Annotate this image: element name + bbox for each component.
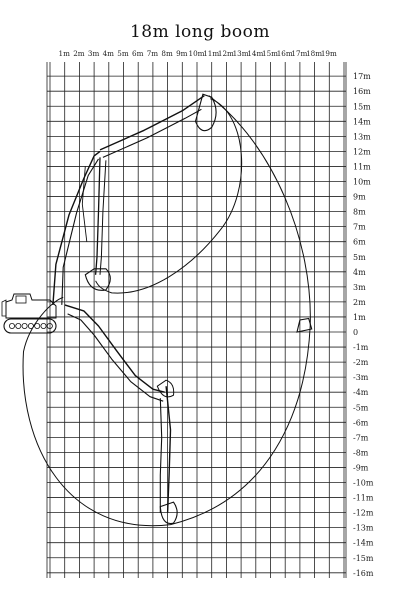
y-tick-label: 13m bbox=[353, 132, 371, 142]
y-tick-label: 10m bbox=[353, 177, 371, 187]
y-tick-label: 0 bbox=[353, 328, 359, 337]
track-roller bbox=[16, 323, 21, 328]
y-tick-label: -15m bbox=[353, 553, 374, 563]
stick-raised-lower bbox=[103, 109, 201, 157]
boom-raised-upper bbox=[53, 151, 100, 305]
y-tick-label: -6m bbox=[353, 418, 369, 428]
track-outline bbox=[4, 319, 56, 333]
x-tick-label: 11m bbox=[203, 49, 220, 58]
y-tick-label: 1m bbox=[353, 312, 366, 322]
y-tick-label: 16m bbox=[353, 87, 371, 97]
boom-raised-lower bbox=[62, 159, 99, 305]
x-tick-label: 8m bbox=[161, 49, 173, 58]
y-tick-label: -13m bbox=[353, 523, 374, 533]
track-roller bbox=[41, 323, 46, 328]
boom-lowered-lower bbox=[68, 314, 164, 401]
track-roller bbox=[9, 323, 14, 328]
x-tick-label: 2m bbox=[73, 49, 85, 58]
y-tick-label: -16m bbox=[353, 568, 374, 578]
bucket-reach bbox=[297, 319, 312, 333]
x-tick-label: 5m bbox=[117, 49, 129, 58]
y-tick-label: 17m bbox=[353, 72, 371, 82]
x-tick-label: 3m bbox=[87, 49, 100, 58]
y-tick-label: 12m bbox=[353, 147, 371, 157]
x-tick-label: 16m bbox=[276, 49, 293, 58]
y-tick-label: -7m bbox=[353, 433, 369, 443]
y-tick-label: -4m bbox=[353, 388, 369, 398]
inner-reach-envelope bbox=[96, 99, 242, 293]
x-tick-label: 10m bbox=[188, 49, 205, 58]
x-tick-label: 1m bbox=[58, 49, 70, 58]
stick-hanging-2 bbox=[100, 160, 106, 274]
x-tick-label: 9m bbox=[176, 49, 188, 58]
y-tick-label: -1m bbox=[353, 343, 369, 353]
track-roller bbox=[35, 323, 40, 328]
x-tick-label: 19m bbox=[320, 49, 337, 58]
track-roller bbox=[22, 323, 27, 328]
outer-reach-envelope bbox=[23, 96, 310, 526]
y-tick-label: 15m bbox=[353, 102, 371, 112]
x-tick-label: 18m bbox=[306, 49, 323, 58]
x-tick-label: 15m bbox=[262, 49, 278, 58]
y-tick-label: 3m bbox=[353, 282, 366, 292]
y-tick-label: -10m bbox=[353, 478, 374, 488]
y-tick-label: 4m bbox=[353, 267, 366, 277]
x-tick-label: 4m bbox=[102, 49, 114, 58]
x-axis-labels bbox=[59, 49, 337, 58]
cab-window bbox=[16, 296, 26, 303]
y-tick-label: 5m bbox=[353, 252, 366, 262]
y-tick-label: -8m bbox=[353, 448, 369, 458]
x-tick-label: 13m bbox=[232, 49, 249, 58]
y-tick-label: -9m bbox=[353, 463, 369, 473]
x-tick-label: 14m bbox=[247, 49, 264, 58]
y-tick-label: -3m bbox=[353, 373, 369, 383]
diagram-title: 18m long boom bbox=[129, 22, 271, 42]
hydraulic-cylinder bbox=[82, 166, 87, 241]
counterweight bbox=[2, 300, 6, 316]
stick-vertical-2 bbox=[160, 398, 161, 512]
cab-body bbox=[6, 294, 56, 318]
y-tick-label: 11m bbox=[353, 162, 371, 172]
y-tick-label: 6m bbox=[353, 237, 366, 247]
track-roller bbox=[28, 323, 33, 328]
y-tick-label: -12m bbox=[353, 508, 374, 518]
x-tick-label: 12m bbox=[217, 49, 234, 58]
y-tick-label: 8m bbox=[353, 207, 366, 217]
y-tick-label: -14m bbox=[353, 538, 374, 548]
y-tick-label: 14m bbox=[353, 117, 371, 127]
x-tick-label: 6m bbox=[132, 49, 144, 58]
y-tick-label: -5m bbox=[353, 403, 369, 413]
y-axis-labels bbox=[353, 72, 374, 578]
y-tick-label: 2m bbox=[353, 297, 366, 307]
working-envelope bbox=[23, 96, 310, 526]
y-tick-label: 9m bbox=[353, 192, 366, 202]
y-tick-label: -11m bbox=[353, 493, 374, 503]
stick-vertical-1 bbox=[166, 386, 170, 512]
stick-hanging-1 bbox=[96, 157, 100, 274]
x-tick-label: 17m bbox=[291, 49, 308, 58]
y-tick-label: -2m bbox=[353, 358, 369, 368]
x-tick-label: 7m bbox=[146, 49, 159, 58]
stick-raised-upper bbox=[100, 96, 204, 150]
y-tick-label: 7m bbox=[353, 222, 366, 232]
stick-joint bbox=[157, 380, 173, 397]
